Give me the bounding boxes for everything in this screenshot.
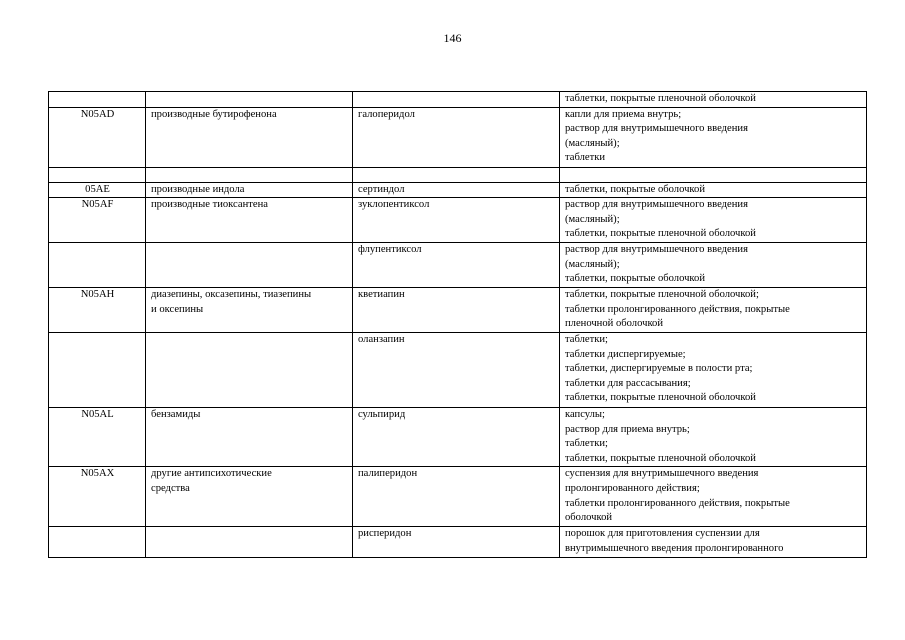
drug-name-cell: зуклопентиксол <box>353 198 560 243</box>
pharmacological-group-cell <box>146 107 353 167</box>
atc-code-cell: N05AH <box>49 287 146 332</box>
table-row <box>49 92 867 108</box>
atc-code-cell: N05AF <box>49 198 146 243</box>
dosage-form-line: оболочкой <box>565 512 613 524</box>
drug-name-cell: оланзапин <box>353 332 560 407</box>
pharmacological-group-cell <box>146 467 353 527</box>
dosage-forms-cell <box>560 182 867 198</box>
dosage-forms-cell <box>560 198 867 243</box>
atc-code-cell <box>49 242 146 287</box>
dosage-form-line: раствор для приема внутрь; <box>565 423 690 435</box>
group-line: производные индола <box>151 183 245 195</box>
atc-code-cell <box>49 92 146 108</box>
dosage-form-line: порошок для приготовления суспензии для <box>565 528 760 540</box>
dosage-form-line: раствор для внутримышечного введения <box>565 243 748 255</box>
drug-name-cell: рисперидон <box>353 527 560 557</box>
dosage-form-line: таблетки, диспергируемые в полости рта; <box>565 363 753 375</box>
group-line: производные тиоксантена <box>151 199 268 211</box>
dosage-forms-cell <box>560 167 867 182</box>
dosage-form-line: таблетки, покрытые пленочной оболочкой <box>565 93 756 104</box>
dosage-form-line: раствор для внутримышечного введения <box>565 199 748 211</box>
atc-code-cell: N05AX <box>49 467 146 527</box>
pharmacological-group-cell <box>146 287 353 332</box>
dosage-form-line: таблетки; <box>565 333 608 345</box>
pharmacological-group-cell <box>146 167 353 182</box>
table-row <box>49 107 867 167</box>
table-row <box>49 467 867 527</box>
pharmacological-group-cell <box>146 332 353 407</box>
atc-code-cell: N05AL <box>49 407 146 466</box>
group-line: и оксепины <box>151 303 204 315</box>
atc-code-cell <box>49 332 146 407</box>
dosage-forms-cell <box>560 287 867 332</box>
dosage-form-line: таблетки <box>565 152 606 164</box>
pharmacological-group-cell <box>146 527 353 557</box>
table-row <box>49 287 867 332</box>
drug-name-cell: флупентиксол <box>353 242 560 287</box>
group-line: диазепины, оксазепины, тиазепины <box>151 288 312 300</box>
table-row <box>49 407 867 466</box>
page-number: 146 <box>443 31 462 45</box>
dosage-form-line: (масляный); <box>565 213 620 225</box>
dosage-form-line: таблетки пролонгированного действия, покрытые <box>565 303 790 315</box>
dosage-forms-cell <box>560 107 867 167</box>
group-line: средства <box>151 482 190 494</box>
drug-name-cell: кветиапин <box>353 287 560 332</box>
dosage-form-line: пленочной оболочкой <box>565 318 664 330</box>
drug-name-cell: сертиндол <box>353 182 560 198</box>
dosage-form-line: таблетки, покрытые пленочной оболочкой <box>565 392 756 404</box>
table-row <box>49 167 867 182</box>
dosage-forms-cell <box>560 407 867 466</box>
dosage-forms-cell <box>560 242 867 287</box>
pharmacological-group-cell <box>146 407 353 466</box>
drug-name-cell: галоперидол <box>353 107 560 167</box>
table-row <box>49 332 867 407</box>
pharmacological-group-cell <box>146 182 353 198</box>
table-row <box>49 182 867 198</box>
dosage-form-line: таблетки для рассасывания; <box>565 377 691 389</box>
dosage-form-line: капсулы; <box>565 408 605 420</box>
group-line: другие антипсихотические <box>151 468 272 480</box>
dosage-form-line: таблетки, покрытые оболочкой <box>565 183 705 195</box>
dosage-form-line: таблетки, покрытые пленочной оболочкой <box>565 228 756 240</box>
dosage-form-line: внутримышечного введения пролонгированного <box>565 542 784 554</box>
drug-name-cell <box>353 167 560 182</box>
drug-name-cell <box>353 92 560 108</box>
dosage-forms-cell <box>560 92 867 108</box>
atc-code-cell <box>49 527 146 557</box>
dosage-form-line: таблетки; <box>565 438 608 450</box>
group-line: производные бутирофенона <box>151 108 277 120</box>
pharmacological-group-cell <box>146 198 353 243</box>
pharmacological-group-cell <box>146 92 353 108</box>
pharmacological-group-cell <box>146 242 353 287</box>
table-row <box>49 198 867 243</box>
dosage-form-line: таблетки, покрытые пленочной оболочкой <box>565 452 756 464</box>
table-row <box>49 527 867 557</box>
dosage-form-line: (масляный); <box>565 258 620 270</box>
table-body <box>49 92 867 558</box>
dosage-form-line: раствор для внутримышечного введения <box>565 123 748 135</box>
atc-code-cell <box>49 167 146 182</box>
table-row <box>49 242 867 287</box>
dosage-forms-cell <box>560 332 867 407</box>
drug-name-cell: палиперидон <box>353 467 560 527</box>
dosage-form-line: таблетки, покрытые оболочкой <box>565 273 705 285</box>
drug-name-cell: сульпирид <box>353 407 560 466</box>
dosage-form-line: пролонгированного действия; <box>565 482 700 494</box>
dosage-form-line: (масляный); <box>565 137 620 149</box>
dosage-forms-cell <box>560 527 867 557</box>
atc-drug-table <box>48 91 867 558</box>
atc-code-cell: 05AE <box>49 182 146 198</box>
dosage-forms-cell <box>560 467 867 527</box>
dosage-form-line: таблетки, покрытые пленочной оболочкой; <box>565 288 759 300</box>
dosage-form-line: таблетки пролонгированного действия, покрытые <box>565 497 790 509</box>
atc-code-cell: N05AD <box>49 107 146 167</box>
dosage-form-line: капли для приема внутрь; <box>565 108 682 120</box>
dosage-form-line: суспензия для внутримышечного введения <box>565 468 759 480</box>
dosage-form-line: таблетки диспергируемые; <box>565 348 686 360</box>
group-line: бензамиды <box>151 408 201 420</box>
